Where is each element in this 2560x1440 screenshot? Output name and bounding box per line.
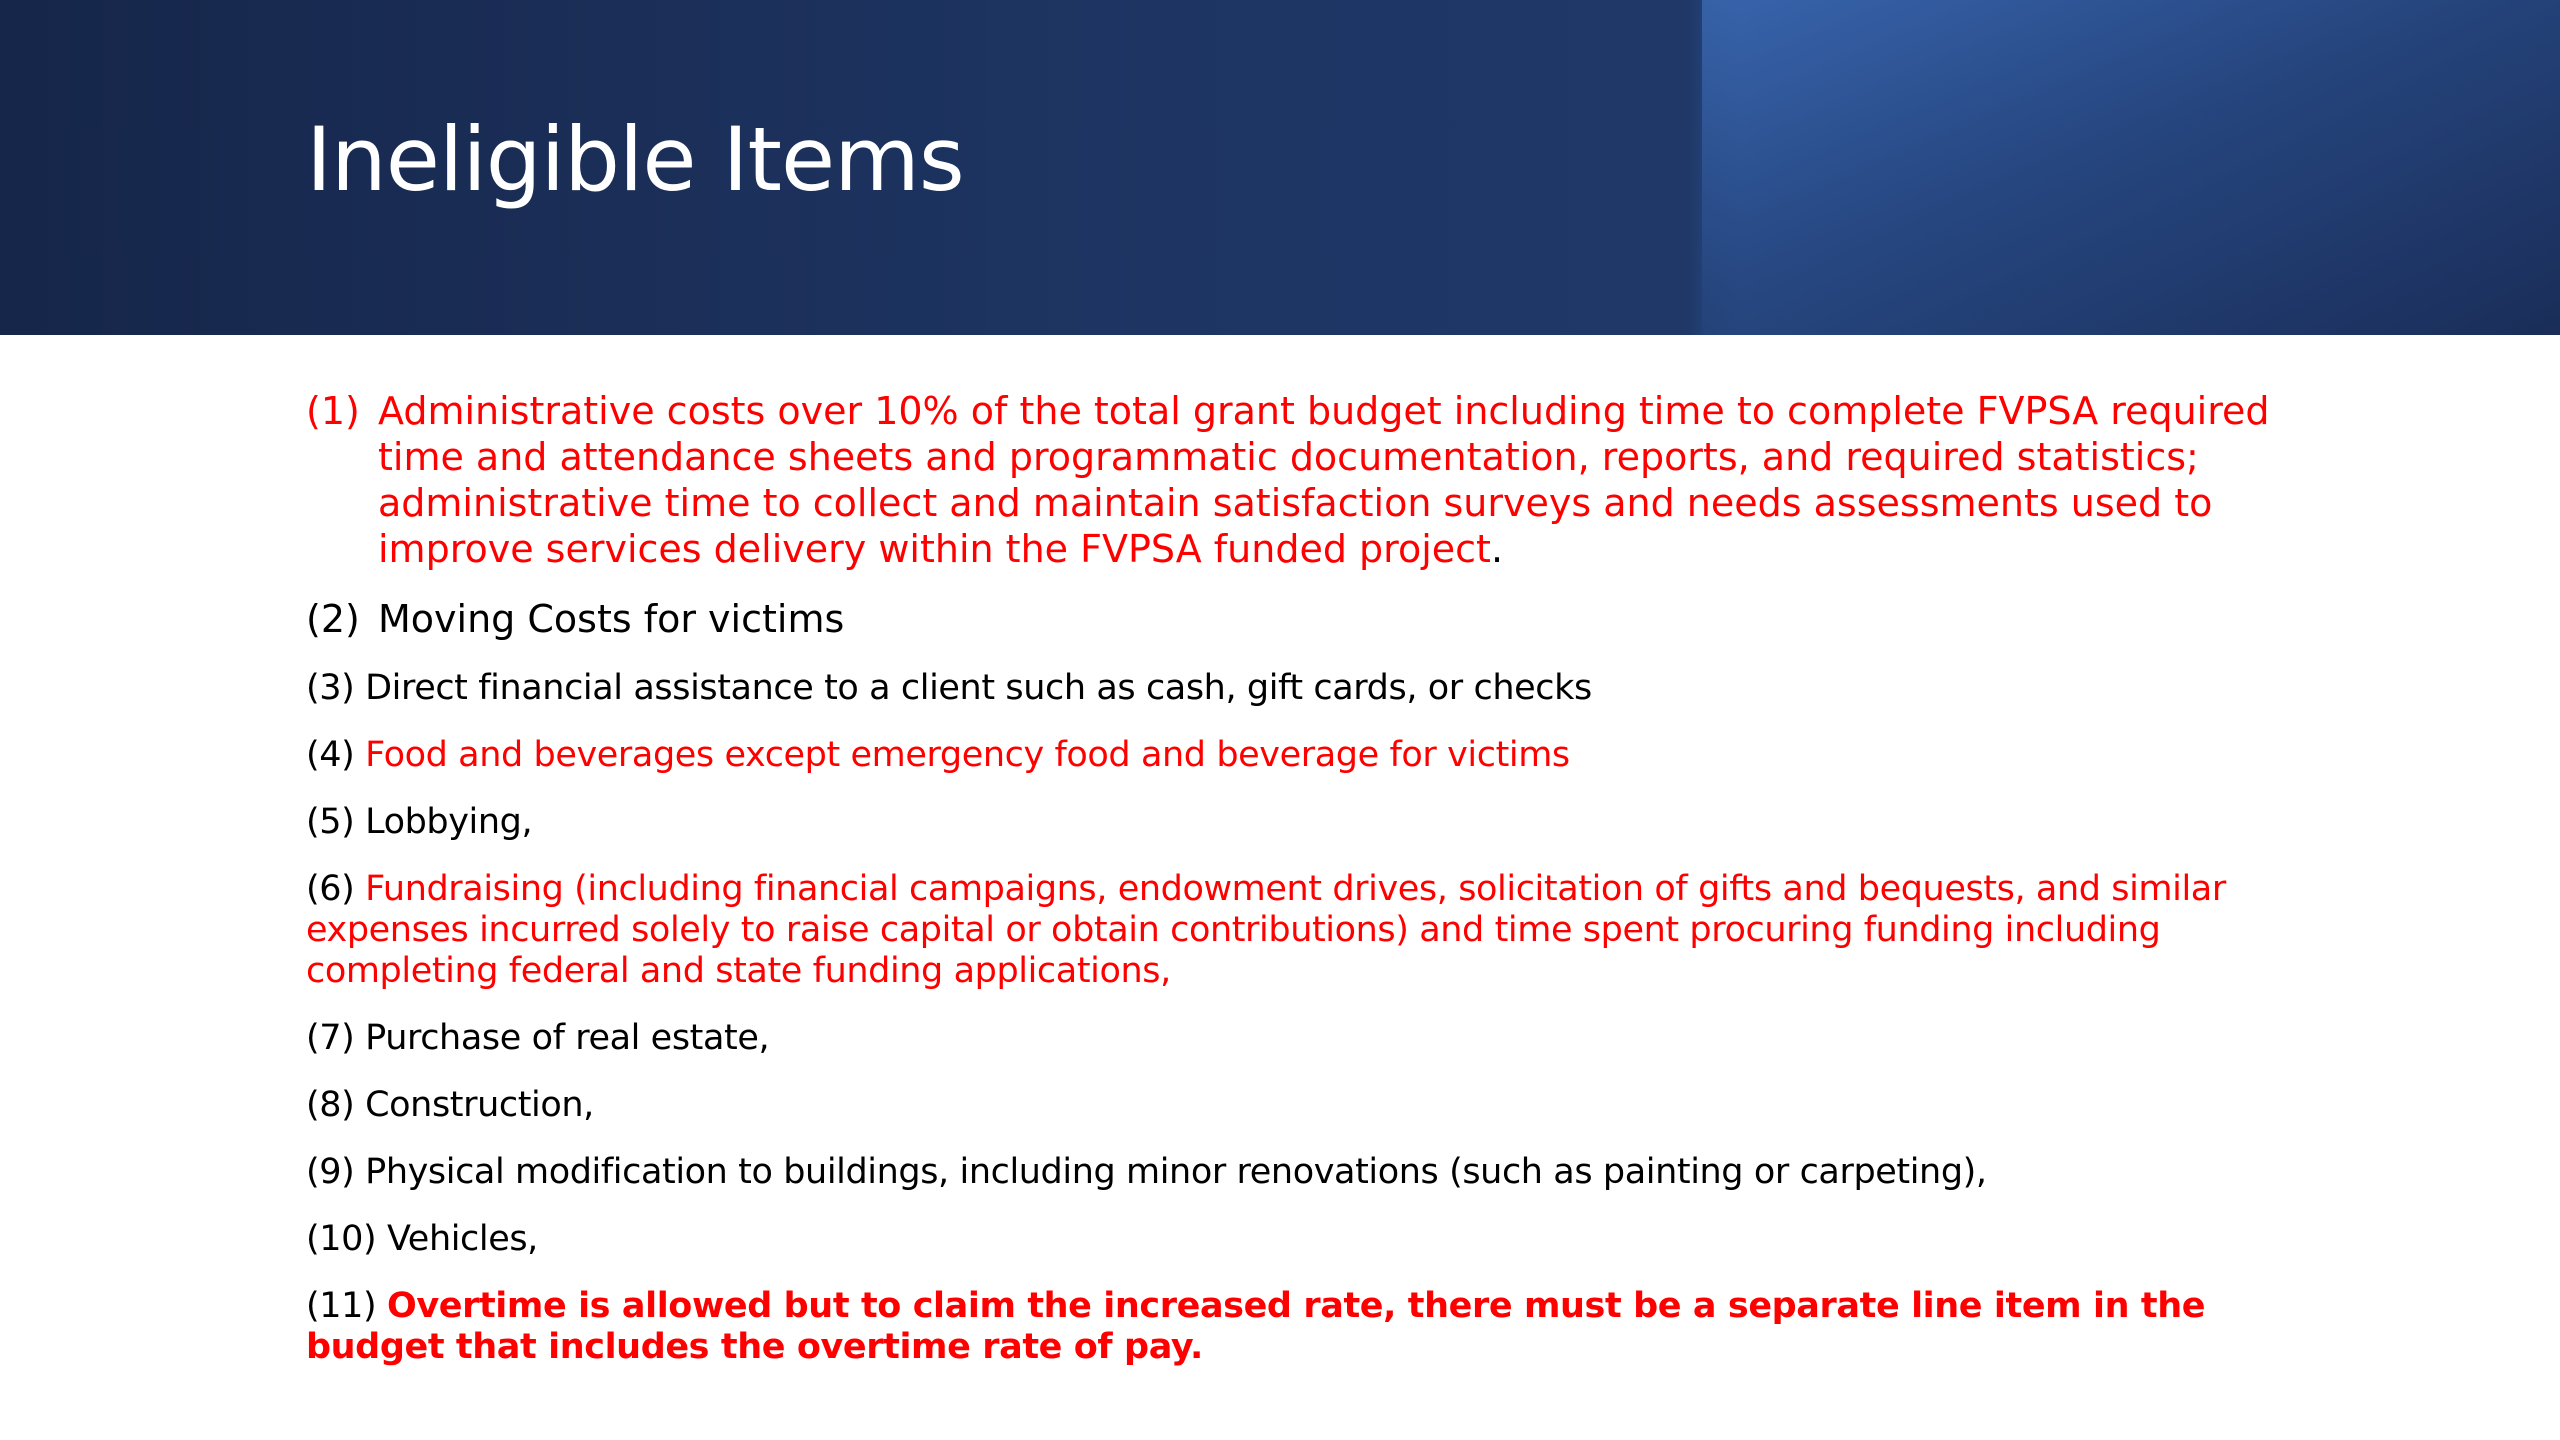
list-item-9 <box>306 1152 2306 1193</box>
item-text: Vehicles, <box>386 1219 538 1259</box>
item-number: (5) <box>306 802 366 842</box>
item-text: Construction, <box>365 1085 594 1125</box>
item-suffix: . <box>1490 527 1504 571</box>
list-item-4 <box>306 735 2306 776</box>
item-text: Food and beverages except emergency food and beverage for victims <box>365 735 1570 775</box>
item-number: (2) <box>306 597 360 641</box>
item-number: (8) <box>306 1085 366 1125</box>
item-text-wrap <box>378 388 2306 572</box>
list-item-6 <box>306 869 2306 992</box>
item-text: Purchase of real estate, <box>365 1018 770 1058</box>
item-number: (4) <box>306 735 366 775</box>
item-text: Direct financial assistance to a client such as cash, gift cards, or checks <box>365 668 1592 708</box>
item-text: Moving Costs for victims <box>378 597 845 641</box>
item-number: (10) <box>306 1219 387 1259</box>
list-item-11 <box>306 1286 2306 1368</box>
item-text: Fundraising (including financial campaigns, endowment drives, solicitation of gifts and bequests, and similar expenses incurred solely to raise capital or obtain contributions) and time spent procuring funding including completing federal and state funding applications, <box>306 869 2226 991</box>
list-item-10 <box>306 1219 2306 1260</box>
item-text: Physical modification to buildings, including minor renovations (such as painting or carpeting), <box>365 1152 1987 1192</box>
ineligible-items-list <box>306 388 2306 1368</box>
list-item-3 <box>306 668 2306 709</box>
banner-accent-panel <box>1702 0 2560 335</box>
item-number: (7) <box>306 1018 366 1058</box>
list-item-1 <box>306 388 2306 572</box>
item-text: Lobbying, <box>365 802 533 842</box>
slide-title: Ineligible Items <box>306 108 964 211</box>
list-item-8 <box>306 1085 2306 1126</box>
item-number: (11) <box>306 1286 387 1326</box>
list-item-5 <box>306 802 2306 843</box>
item-number: (1) <box>306 389 360 433</box>
item-number: (9) <box>306 1152 366 1192</box>
list-item-7 <box>306 1018 2306 1059</box>
item-text: Overtime is allowed but to claim the increased rate, there must be a separate line item in the budget that includes the overtime rate of pay. <box>306 1286 2206 1367</box>
list-item-2 <box>306 596 2306 642</box>
title-banner <box>0 0 2560 335</box>
item-text: Administrative costs over 10% of the total grant budget including time to complete FVPSA required time and attendance sheets and programmatic documentation, reports, and required statistics; administrative time to collect and maintain satisfaction surveys and needs assessments used to improve services delivery within the FVPSA funded project <box>378 389 2270 571</box>
item-number: (3) <box>306 668 366 708</box>
item-number: (6) <box>306 869 366 909</box>
